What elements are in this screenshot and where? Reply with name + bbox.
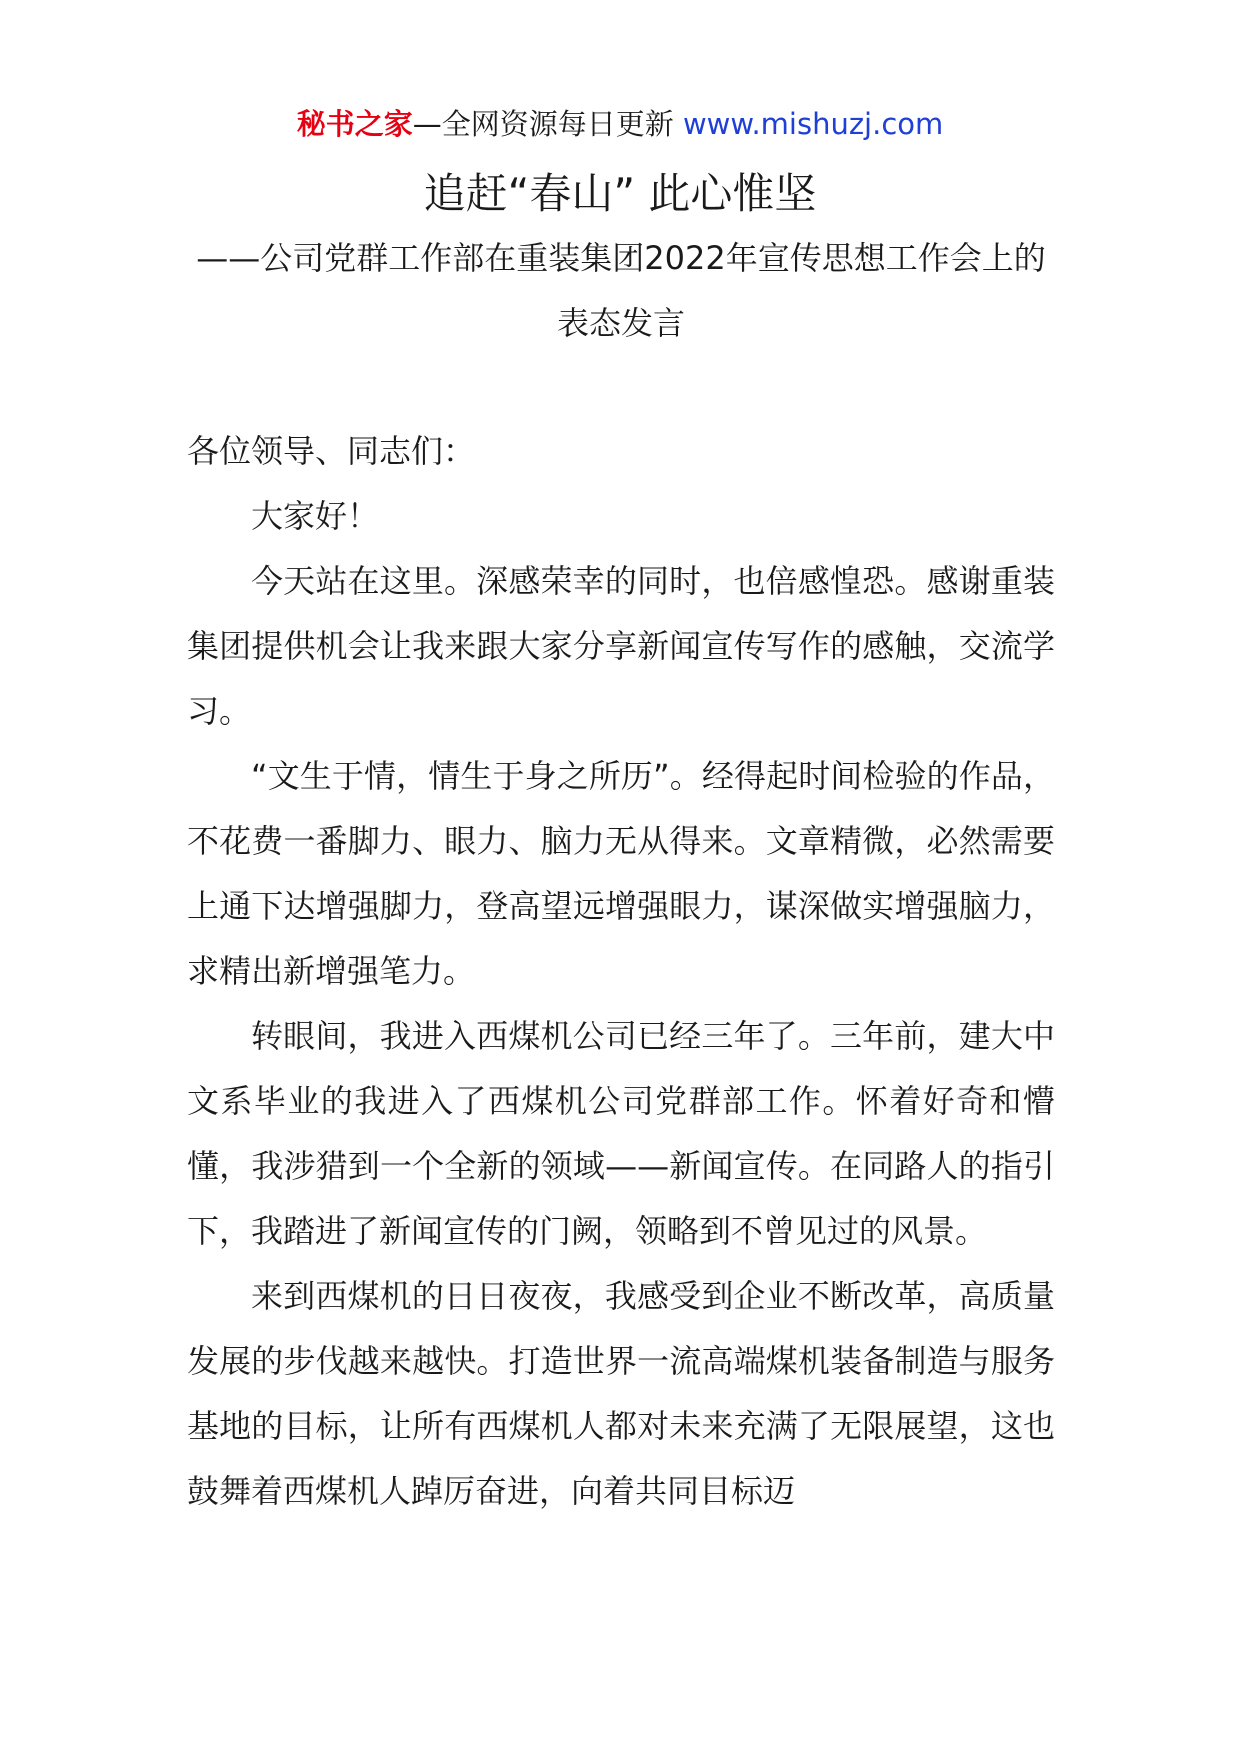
paragraph-company: 来到西煤机的日日夜夜，我感受到企业不断改革，高质量发展的步伐越来越快。打造世界一流高端煤机装备制造与服务基地的目标，让所有西煤机人都对未来充满了无限展望，这也鼓舞着西煤机人踔厉奋进，向着共同目标迈 [187,1277,1055,1510]
paragraph-opening: 今天站在这里。深感荣幸的同时，也倍感惶恐。感谢重装集团提供机会让我来跟大家分享新闻宣传写作的感触，交流学习。 [187,562,1055,730]
paragraph-experience: 转眼间，我进入西煤机公司已经三年了。三年前，建大中文系毕业的我进入了西煤机公司党群部工作。怀着好奇和懵懂，我涉猎到一个全新的领域——新闻宣传。在同路人的指引下，我踏进了新闻宣传的门阙，领略到不曾见过的风景。 [187,1017,1055,1250]
brand-name: 秘书之家 [296,107,413,141]
site-header [0,104,1240,144]
header-slogan: —全网资源每日更新 [412,107,683,141]
salutation: 各位领导、同志们： [187,432,476,470]
paragraph-quote: “文生于情，情生于身之所历”。经得起时间检验的作品，不花费一番脚力、眼力、脑力无从得来。文章精微，必然需要上通下达增强脚力，登高望远增强眼力，谋深做实增强脑力，求精出新增强笔力。 [187,757,1055,990]
document-title: 追赶“春山” 此心惟坚 [423,169,817,218]
site-url-link[interactable]: www.mishuzj.com [682,107,944,141]
document-body [187,419,1055,1524]
document-subtitle: ——公司党群工作部在重装集团2022年宣传思想工作会上的表态发言 [196,239,1046,342]
paragraph-greeting: 大家好！ [251,497,380,535]
